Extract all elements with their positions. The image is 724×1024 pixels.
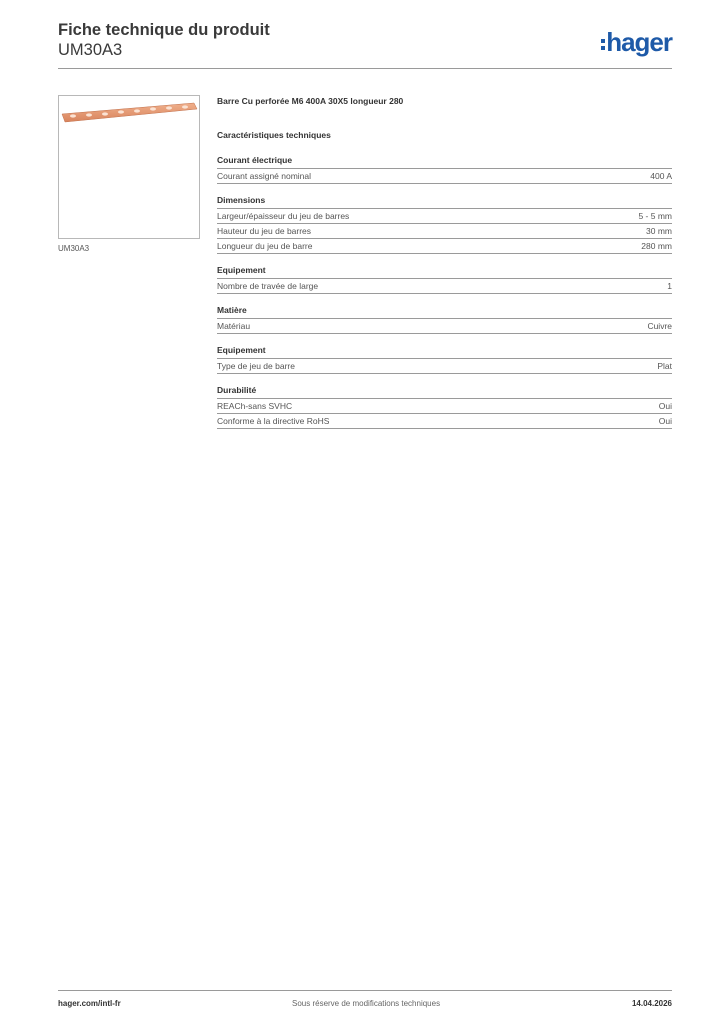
spec-group-title: Durabilité [217, 385, 672, 399]
busbar-image [59, 96, 199, 238]
logo-text: hager [606, 27, 672, 57]
spec-groups [217, 155, 672, 429]
spec-value: Oui [658, 416, 672, 426]
spec-label: Largeur/épaisseur du jeu de barres [217, 211, 350, 221]
spec-row [217, 239, 672, 254]
page-header [58, 20, 672, 60]
spec-group-title: Dimensions [217, 195, 672, 209]
spec-label: Nombre de travée de large [217, 281, 319, 291]
spec-group-title: Courant électrique [217, 155, 672, 169]
spec-group [217, 195, 672, 254]
spec-value: 30 mm [646, 226, 672, 236]
spec-value: Plat [657, 361, 672, 371]
spec-row [217, 224, 672, 239]
spec-value: 400 A [650, 171, 672, 181]
spec-group [217, 385, 672, 429]
spec-row [217, 319, 672, 334]
spec-label: Longueur du jeu de barre [217, 241, 313, 251]
spec-group-title: Equipement [217, 265, 672, 279]
footer-date: 14.04.2026 [631, 999, 672, 1008]
spec-row [217, 399, 672, 414]
spec-value: Cuivre [647, 321, 672, 331]
hager-logo [601, 29, 672, 55]
spec-group [217, 265, 672, 294]
spec-label: Hauteur du jeu de barres [217, 226, 312, 236]
spec-group [217, 155, 672, 184]
image-caption: UM30A3 [58, 244, 90, 253]
spec-label: Conforme à la directive RoHS [217, 416, 330, 426]
spec-row [217, 209, 672, 224]
product-image-frame [58, 95, 200, 239]
spec-row [217, 169, 672, 184]
spec-value: 280 mm [641, 241, 672, 251]
specifications [217, 96, 672, 440]
spec-group [217, 345, 672, 374]
spec-label: Matériau [217, 321, 251, 331]
page-title: Fiche technique du produit [58, 21, 270, 39]
spec-value: 1 [667, 281, 672, 291]
footer-divider [58, 990, 672, 991]
spec-label: Type de jeu de barre [217, 361, 295, 371]
spec-row [217, 359, 672, 374]
header-divider [58, 68, 672, 69]
spec-group [217, 305, 672, 334]
logo-dots-icon [601, 39, 605, 50]
copper-bar-shape [62, 103, 197, 122]
footer-website[interactable]: hager.com/intl-fr [58, 999, 121, 1008]
spec-value: Oui [658, 401, 672, 411]
spec-row [217, 279, 672, 294]
footer-notice: Sous réserve de modifications techniques [292, 999, 441, 1008]
spec-value: 5 - 5 mm [638, 211, 672, 221]
product-code: UM30A3 [58, 41, 123, 59]
section-heading: Caractéristiques techniques [217, 130, 331, 140]
spec-label: REACh-sans SVHC [217, 401, 293, 411]
spec-group-title: Matière [217, 305, 672, 319]
spec-group-title: Equipement [217, 345, 672, 359]
spec-label: Courant assigné nominal [217, 171, 312, 181]
spec-row [217, 414, 672, 429]
product-description: Barre Cu perforée M6 400A 30X5 longueur 280 [217, 96, 404, 106]
